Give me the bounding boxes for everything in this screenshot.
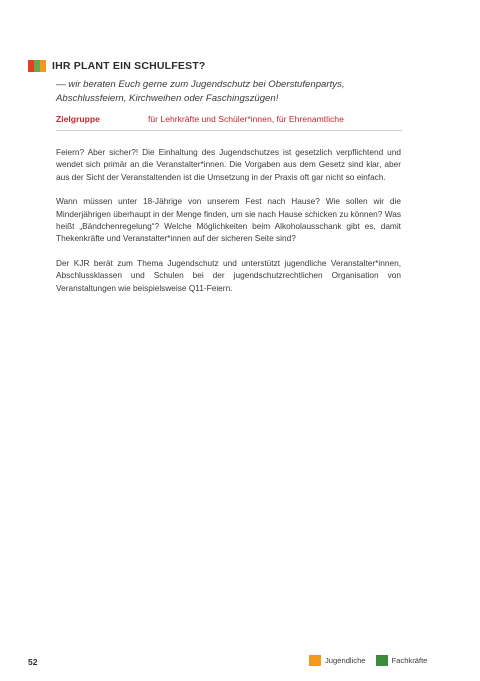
subtitle-line-1: — wir beraten Euch gerne zum Jugendschutz bei Oberstufenpartys, [56, 79, 345, 90]
page-subtitle [56, 78, 416, 106]
target-group-label: Zielgruppe [56, 114, 100, 124]
paragraph-2: Wann müssen unter 18-Jährige von unserem Fest nach Hause? Wie sollen wir die Minderjährigen überhaupt in der Menge finden, um sie nach Hause schicken zu können? Was heißt „Bändchenregelung“? Welche Möglichkeiten beim Alkoholausschank gibt es, damit Thekenkräfte und Veranstalter*innen auf der sicheren Seite sind? [56, 196, 401, 244]
target-group-row [56, 114, 402, 127]
color-bar-icon [28, 60, 46, 72]
page-title: IHR PLANT EIN SCHULFEST? [52, 60, 206, 72]
legend-label-jugendliche: Jugendliche [325, 656, 366, 665]
legend-item-jugendliche [309, 655, 366, 666]
section-heading [28, 60, 206, 72]
color-bar-orange [40, 60, 46, 72]
page-number: 52 [28, 657, 38, 667]
target-group-value: für Lehrkräfte und Schüler*innen, für Ehrenamtliche [148, 114, 344, 124]
legend-label-fachkraefte: Fachkräfte [391, 656, 428, 665]
body-text [56, 146, 401, 306]
divider [56, 130, 402, 131]
paragraph-3: Der KJR berät zum Thema Jugendschutz und unterstützt jugendliche Veranstalter*innen, Abschlussklassen und Schulen bei der jugendschutzrechtlichen Organisation von Veranstaltungen wie beispielsweise Q11-Feiern. [56, 257, 401, 293]
subtitle-line-2: Abschlussfeiern, Kirchweihen oder Faschingszügen! [56, 93, 279, 104]
legend [309, 655, 437, 666]
legend-swatch-orange [309, 655, 321, 666]
legend-swatch-green [376, 655, 388, 666]
paragraph-1: Feiern? Aber sicher?! Die Einhaltung des Jugendschutzes ist gesetzlich verpflichtend und wendet sich primär an die Veranstalter*innen. Die Vorgaben aus dem Gesetz sind klar, aber aus der Sicht der Veranstaltenden ist die Umsetzung in der Praxis oft gar nicht so einfach. [56, 147, 401, 182]
legend-item-fachkraefte [376, 655, 428, 666]
